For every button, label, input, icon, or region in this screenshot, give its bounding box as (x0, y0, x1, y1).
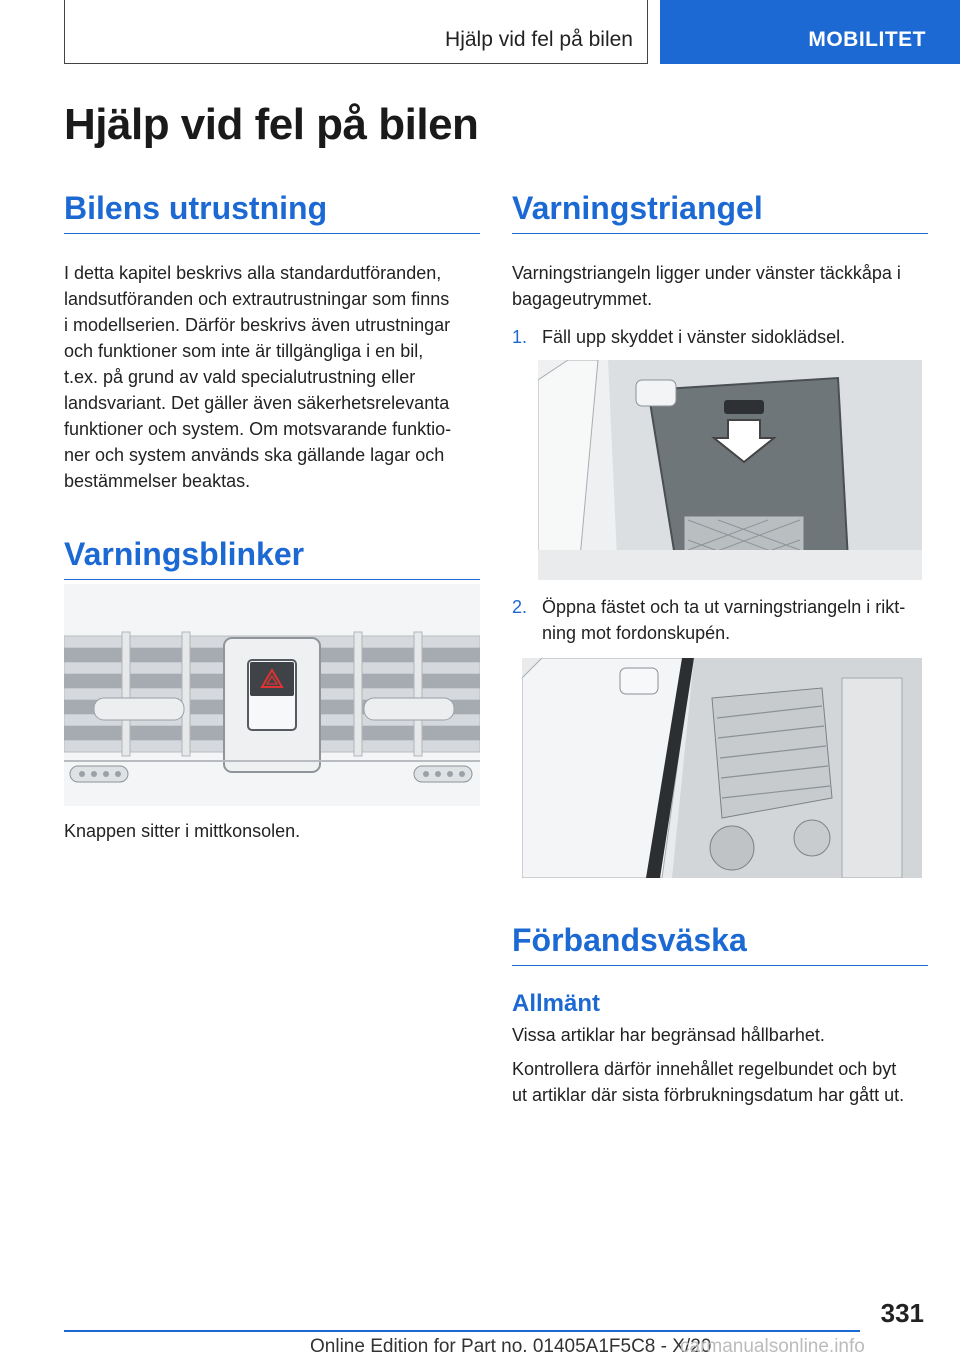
right-column (512, 190, 928, 350)
equipment-line: i modellserien. Därför beskrivs även utrustningar (64, 315, 451, 335)
equipment-line: bestämmelser beaktas. (64, 471, 251, 491)
step-text: Öppna fästet och ta ut varningstriangeln i rikt- (542, 597, 906, 617)
triangle-intro (512, 260, 928, 312)
heading-hazard: Varningsblinker (64, 536, 480, 580)
page-title: Hjälp vid fel på bilen (64, 100, 479, 149)
heading-equipment: Bilens utrustning (64, 190, 480, 234)
subheading-general: Allmänt (512, 990, 601, 1017)
triangle-intro-line: bagageutrymmet. (512, 289, 653, 309)
equipment-line: landsutföranden och extrautrustningar som finns (64, 289, 450, 309)
page-number: 331 (880, 1298, 924, 1328)
step-text: ning mot fordonskupén. (542, 623, 731, 643)
header-chapter-tab (660, 0, 960, 64)
equipment-paragraph (64, 260, 480, 494)
firstaid-p2 (512, 1056, 928, 1108)
step-number: 1. (512, 327, 528, 347)
equipment-line: ner och system används ska gällande lagar och (64, 445, 445, 465)
header-section-title: Hjälp vid fel på bilen (445, 28, 633, 51)
equipment-line: funktioner och system. Om motsvarande funktio- (64, 419, 452, 439)
firstaid-p2-line: ut artiklar där sista förbrukningsdatum har gått ut. (512, 1085, 905, 1105)
heading-firstaid: Förbandsväska (512, 922, 928, 966)
header-section-box (64, 0, 648, 64)
firstaid-p2-line: Kontrollera därför innehållet regelbundet och byt (512, 1059, 897, 1079)
step-1 (512, 324, 928, 350)
triangle-intro-line: Varningstriangeln ligger under vänster täckkåpa i (512, 263, 901, 283)
step-2 (512, 594, 958, 646)
step2-triangle-image (522, 658, 922, 878)
edition-text: Online Edition for Part no. 01405A1F5C8 - X/20 (310, 1336, 712, 1357)
step-number: 2. (512, 597, 528, 617)
hazard-button-image (64, 584, 480, 806)
hazard-caption: Knappen sitter i mittkonsolen. (64, 821, 301, 841)
left-column (64, 190, 480, 580)
step1-trim-image (538, 360, 922, 580)
step-text: Fäll upp skyddet i vänster sidoklädsel. (542, 327, 846, 347)
footer-rule (64, 1330, 860, 1332)
equipment-line: landsvariant. Det gäller även säkerhetsrelevanta (64, 393, 450, 413)
equipment-line: t.ex. på grund av vald specialutrustning eller (64, 367, 416, 387)
firstaid-p1: Vissa artiklar har begränsad hållbarhet. (512, 1025, 825, 1045)
equipment-line: och funktioner som inte är tillgängliga i en bil, (64, 341, 424, 361)
header-chapter-title: MOBILITET (808, 28, 926, 51)
watermark-text: carmanualsonline.info (680, 1336, 865, 1357)
firstaid-section (512, 922, 928, 1108)
heading-triangle: Varningstriangel (512, 190, 928, 234)
equipment-line: I detta kapitel beskrivs alla standardutföranden, (64, 263, 442, 283)
